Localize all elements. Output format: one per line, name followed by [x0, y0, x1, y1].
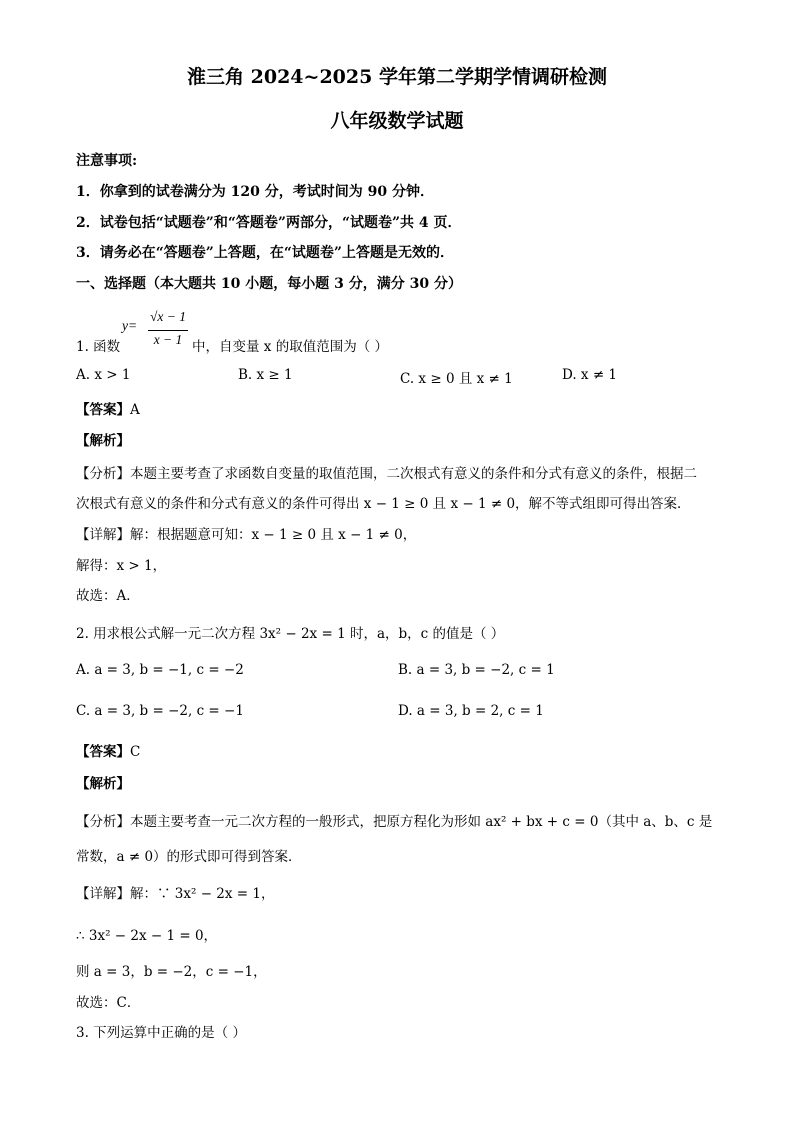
q1-choose: 故选：A． [76, 588, 140, 604]
section-heading: 一、选择题（本大题共 10 小题，每小题 3 分，满分 30 分） [76, 276, 462, 292]
q1-formula-y: y= [122, 318, 138, 333]
q2-option-c: C. a = 3, b = −2, c = −1 [76, 703, 244, 719]
q1-analysis-line-2: 次根式有意义的条件和分式有意义的条件可得出 x − 1 ≥ 0 且 x − 1 ≠ 0，解不等式组即可得出答案． [76, 496, 691, 512]
q2-analysis-tag: 【解析】 [76, 776, 130, 792]
q2-analysis-line-1: 【分析】本题主要考查一元二次方程的一般形式，把原方程化为形如 ax² + bx + c = 0（其中 a、b、c 是 [76, 814, 713, 830]
q1-answer-value: A [130, 402, 140, 418]
q1-option-d: D. x ≠ 1 [562, 367, 618, 383]
q1-detail: 【详解】解：根据题意可知：x − 1 ≥ 0 且 x − 1 ≠ 0， [76, 527, 417, 543]
q1-prefix: 1. 函数 [76, 339, 121, 355]
q1-option-b: B. x ≥ 1 [238, 367, 293, 383]
page-subtitle: 八年级数学试题 [330, 110, 464, 132]
q1-fraction-bar [148, 330, 188, 331]
q2-stem: 2. 用求根公式解一元二次方程 3x² − 2x = 1 时，a，b，c 的值是（ ） [76, 626, 505, 642]
q2-answer-value: C [130, 744, 141, 760]
q2-detail: 【详解】解：∵ 3x² − 2x = 1， [76, 886, 275, 902]
page-title: 淮三角 2024~2025 学年第二学期学情调研检测 [187, 66, 607, 88]
q1-suffix: 中，自变量 x 的取值范围为（ ） [192, 339, 388, 355]
q2-result: 则 a = 3，b = −2，c = −1， [76, 964, 267, 980]
notice-item-2: 2．试卷包括“试题卷”和“答题卷”两部分，“试题卷”共 4 页． [76, 215, 462, 231]
q2-answer [76, 740, 140, 760]
q1-analysis-tag: 【解析】 [76, 433, 130, 449]
q1-answer [76, 398, 140, 418]
q1-solve: 解得：x > 1， [76, 558, 167, 574]
q2-step: ∴ 3x² − 2x − 1 = 0， [76, 928, 218, 944]
q2-analysis-line-2: 常数，a ≠ 0）的形式即可得到答案． [76, 849, 302, 865]
q1-fraction-denominator: x − 1 [153, 332, 183, 347]
q3-stem: 3. 下列运算中正确的是（ ） [76, 1025, 246, 1041]
q2-answer-tag: 【答案】 [76, 744, 130, 760]
q1-option-c: C. x ≥ 0 且 x ≠ 1 [400, 371, 513, 387]
q1-fraction-numerator: √x − 1 [149, 309, 186, 324]
q1-answer-tag: 【答案】 [76, 402, 130, 418]
q1-option-a: A. x > 1 [76, 367, 131, 383]
notice-heading: 注意事项: [76, 153, 138, 169]
q2-option-a: A. a = 3, b = −1, c = −2 [76, 662, 244, 678]
q2-option-d: D. a = 3, b = 2, c = 1 [398, 703, 544, 719]
q1-analysis-line-1: 【分析】本题主要考查了求函数自变量的取值范围，二次根式有意义的条件和分式有意义的条件，根据二 [76, 466, 697, 482]
notice-item-3: 3．请务必在“答题卷”上答题，在“试题卷”上答题是无效的． [76, 245, 454, 261]
q2-option-b: B. a = 3, b = −2, c = 1 [398, 662, 555, 678]
q2-choose: 故选：C． [76, 995, 141, 1011]
notice-item-1: 1．你拿到的试卷满分为 120 分，考试时间为 90 分钟． [76, 184, 434, 200]
